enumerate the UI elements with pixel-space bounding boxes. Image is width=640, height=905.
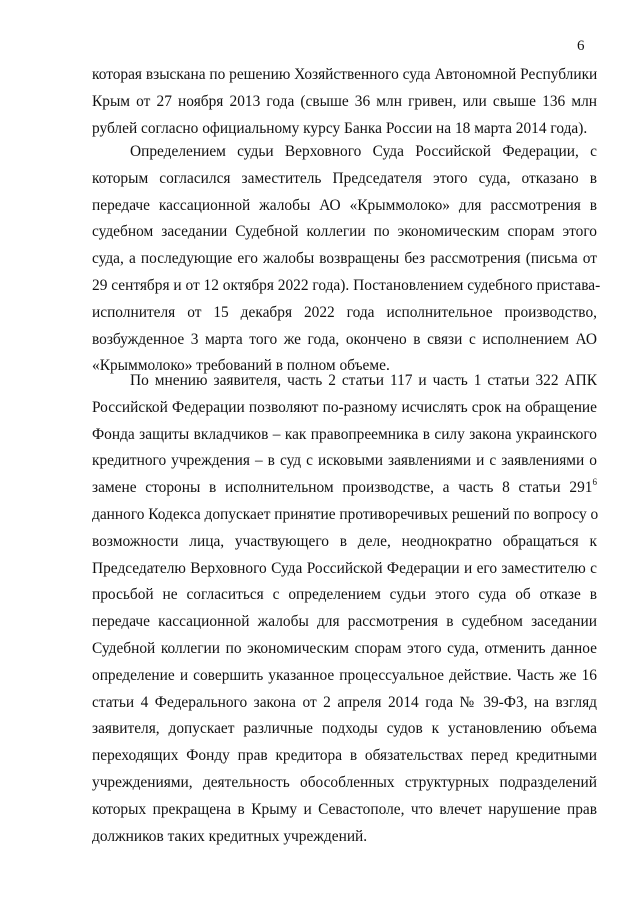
paragraph-line: Судебной коллегии по экономическим спорам этого суда, отменить данное	[92, 639, 597, 657]
paragraph-line: Российской Федерации позволяют по-разному исчислять срок на обращение	[92, 398, 597, 416]
paragraph-line-with-footnote	[92, 475, 597, 502]
article-superscript: 6	[592, 477, 597, 488]
paragraph-2	[92, 139, 601, 380]
paragraph-line: которым согласился заместитель Председателя этого суда, отказано в	[92, 169, 597, 187]
paragraph-line: Крым от 27 ноября 2013 года (свыше 36 млн гривен, или свыше 136 млн	[92, 92, 597, 110]
paragraph-line: Фонда защиты вкладчиков – как правопреемника в силу закона украинского	[92, 425, 597, 443]
paragraph-line-text: замене стороны в исполнительном производстве, а часть 8 статьи 291	[92, 479, 593, 497]
page-number: 6	[577, 38, 585, 54]
paragraph-1	[92, 62, 597, 142]
paragraph-line: По мнению заявителя, часть 2 статьи 117 и часть 1 статьи 322 АПК	[130, 372, 597, 389]
paragraph-line: статьи 4 Федерального закона от 2 апреля 2014 года № 39-ФЗ, на взгляд	[92, 693, 597, 711]
paragraph-line: заявителя, допускает различные подходы судов к установлению объема	[92, 720, 597, 738]
paragraph-line: просьбой не согласиться с определением судьи этого суда об отказе в	[92, 586, 597, 604]
paragraph-line: кредитного учреждения – в суд с исковыми заявлениями и с заявлениями о	[92, 452, 597, 470]
paragraph-line: Определением судьи Верховного Суда Российской Федерации, с	[130, 143, 597, 160]
paragraph-line: суда, а последующие его жалобы возвращены без рассмотрения (письма от	[92, 250, 597, 268]
paragraph-line: 29 сентября и от 12 октября 2022 года). Постановлением судебного пристава-	[92, 276, 601, 294]
paragraph-line: данного Кодекса допускает принятие противоречивых решений по вопросу о	[92, 505, 599, 523]
paragraph-3	[92, 368, 597, 850]
paragraph-line: должников таких кредитных учреждений.	[92, 827, 368, 845]
paragraph-line: возможности лица, участвующего в деле, неоднократно обращаться к	[92, 532, 597, 550]
paragraph-line: передаче кассационной жалобы АО «Крыммолоко» для рассмотрения в	[92, 196, 597, 214]
paragraph-line: рублей согласно официальному курсу Банка России на 18 марта 2014 года).	[92, 119, 588, 137]
paragraph-line: определение и совершить указанное процессуальное действие. Часть же 16	[92, 666, 597, 684]
paragraph-line: учреждениями, деятельность обособленных структурных подразделений	[92, 773, 597, 791]
paragraph-line: передаче кассационной жалобы для рассмотрения в судебном заседании	[92, 613, 597, 631]
paragraph-line: возбужденное 3 марта того же года, окончено в связи с исполнением АО	[92, 330, 597, 348]
paragraph-line: судебном заседании Судебной коллегии по экономическим спорам этого	[92, 223, 597, 241]
paragraph-line: исполнителя от 15 декабря 2022 года исполнительное производство,	[92, 303, 597, 321]
paragraph-line: «Крыммолоко» требований в полном объеме.	[92, 357, 390, 375]
paragraph-line: Председателю Верховного Суда Российской Федерации и его заместителю с	[92, 559, 597, 577]
paragraph-line: которых прекращена в Крыму и Севастополе, что влечет нарушение прав	[92, 800, 597, 818]
paragraph-line: которая взыскана по решению Хозяйственного суда Автономной Республики	[92, 66, 598, 83]
paragraph-line: переходящих Фонду прав кредитора в обязательствах перед кредитными	[92, 747, 597, 765]
